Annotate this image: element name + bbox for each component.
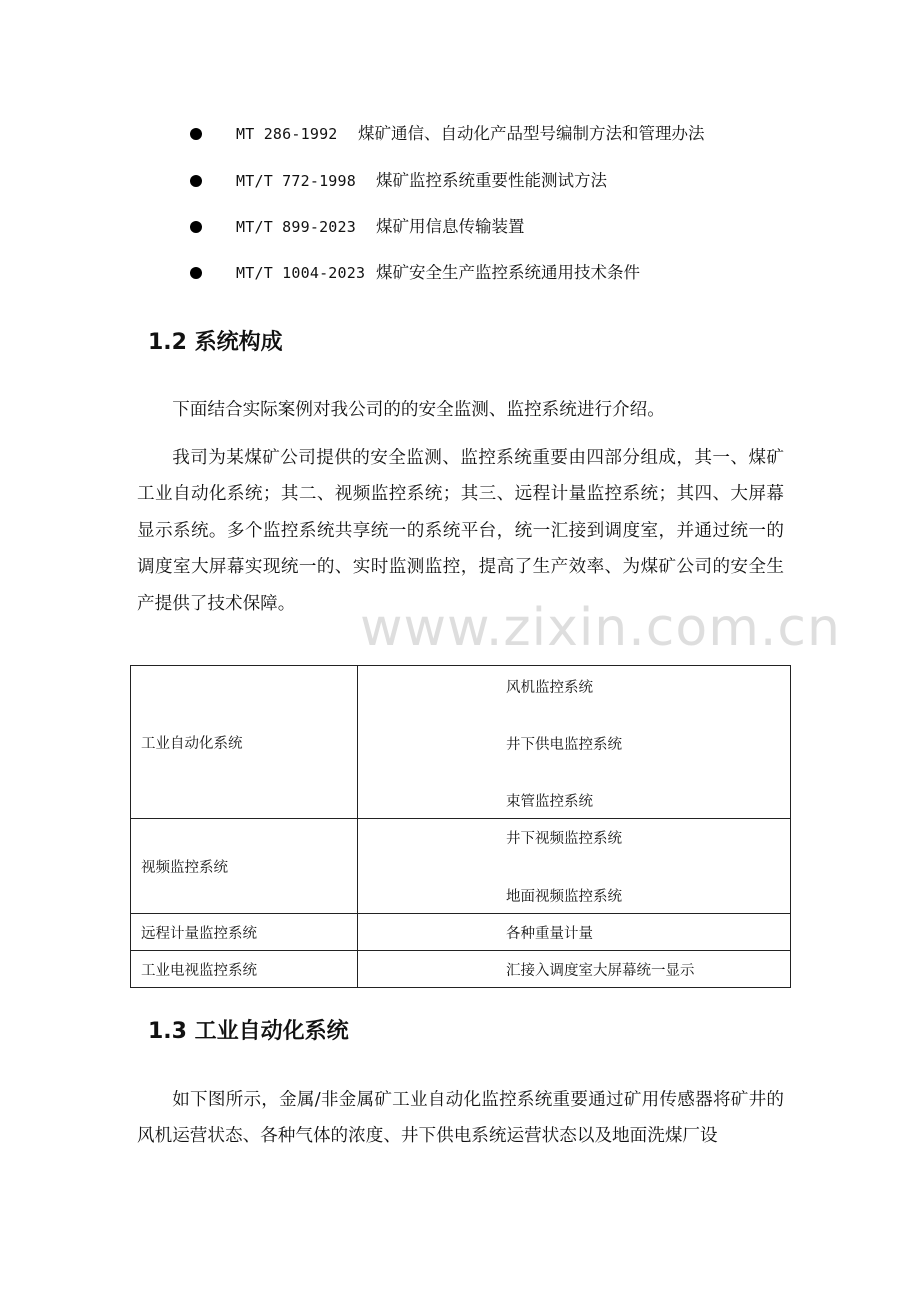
list-item: [0, 119, 920, 149]
section-heading: 1.3 工业自动化系统: [148, 1019, 349, 1044]
paragraph: 如下图所示，金属/非金属矿工业自动化监控系统重要通过矿用传感器将矿井的风机运营状态、各种气体的浓度、井下供电系统运营状态以及地面洗煤厂设: [137, 1090, 784, 1147]
list-item: [0, 212, 920, 242]
list-item: [0, 166, 920, 196]
subsystem-item: 汇接入调度室大屏幕统一显示: [506, 962, 695, 979]
standard-code: MT/T 1004-2023: [236, 264, 366, 282]
system-name-cell: 视频监控系统: [131, 819, 358, 914]
bullet-icon: [190, 267, 202, 279]
system-name-cell: 工业电视监控系统: [131, 951, 358, 988]
watermark: www.zixin.com.cn: [360, 598, 841, 658]
system-table: [130, 665, 791, 988]
standard-title: 煤矿通信、自动化产品型号编制方法和管理办法: [358, 124, 705, 143]
standard-title: 煤矿用信息传输装置: [376, 217, 525, 236]
bullet-icon: [190, 221, 202, 233]
section-heading: 1.2 系统构成: [148, 330, 283, 355]
subsystem-cell: [358, 951, 791, 988]
standard-code: MT/T 772-1998: [236, 172, 356, 190]
subsystem-item: 井下视频监控系统: [506, 831, 622, 847]
system-name-cell: 工业自动化系统: [131, 666, 358, 819]
bullet-icon: [190, 128, 202, 140]
subsystem-cell: [358, 666, 791, 819]
subsystem-item: 束管监控系统: [506, 794, 593, 810]
standard-code: MT 286-1992: [236, 125, 338, 143]
subsystem-cell: [358, 819, 791, 914]
table-row: [131, 914, 791, 951]
list-item: [0, 258, 920, 288]
table-row: [131, 819, 791, 914]
table-row: [131, 666, 791, 819]
standard-title: 煤矿监控系统重要性能测试方法: [376, 171, 607, 190]
paragraph: 下面结合实际案例对我公司的的安全监测、监控系统进行介绍。: [172, 400, 665, 420]
subsystem-item: 各种重量计量: [506, 925, 593, 942]
standard-title: 煤矿安全生产监控系统通用技术条件: [376, 263, 640, 282]
standard-code: MT/T 899-2023: [236, 218, 356, 236]
subsystem-cell: [358, 914, 791, 951]
paragraph: 我司为某煤矿公司提供的安全监测、监控系统重要由四部分组成，其一、煤矿工业自动化系统；其二、视频监控系统；其三、远程计量监控系统；其四、大屏幕显示系统。多个监控系统共享统一的系统平台，统一汇接到调度室，并通过统一的调度室大屏幕实现统一的、实时监测监控，提高了生产效率、为煤矿公司的安全生产提供了技术保障。: [137, 448, 784, 614]
system-name-cell: 远程计量监控系统: [131, 914, 358, 951]
subsystem-item: 风机监控系统: [506, 680, 593, 696]
table-row: [131, 951, 791, 988]
subsystem-item: 井下供电监控系统: [506, 737, 622, 753]
bullet-icon: [190, 175, 202, 187]
subsystem-item: 地面视频监控系统: [506, 889, 622, 905]
